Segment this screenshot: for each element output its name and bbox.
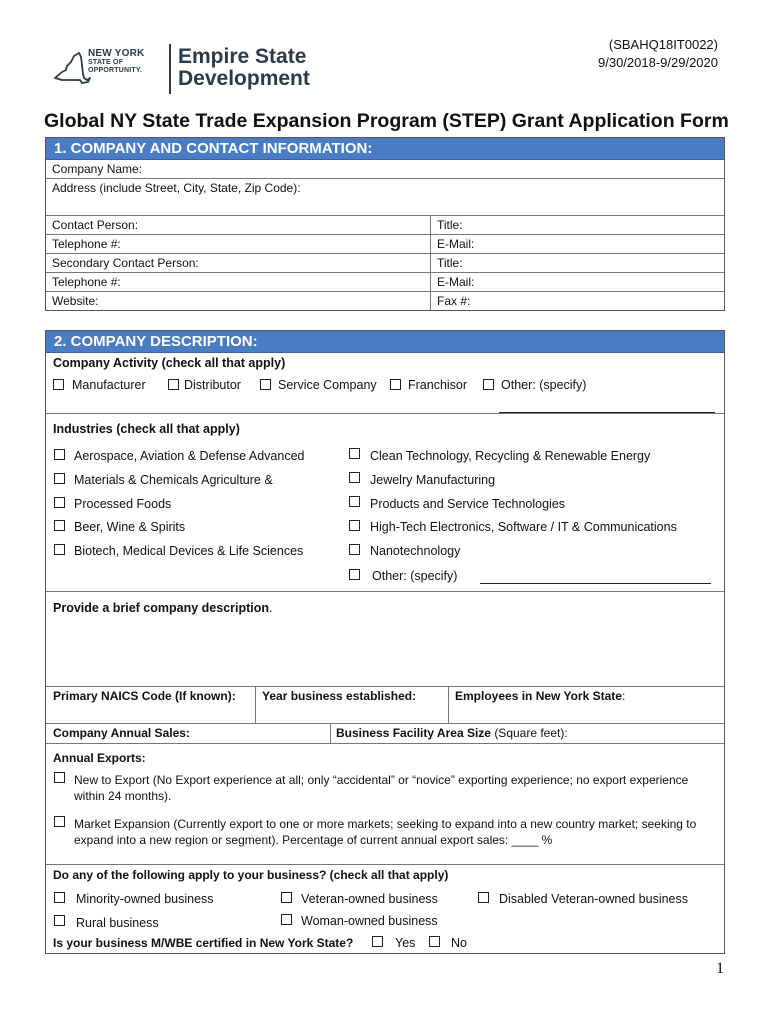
contact-row[interactable]	[46, 292, 724, 311]
other-activity-label: Other: (specify)	[501, 378, 587, 392]
section-1-heading: 1. COMPANY AND CONTACT INFORMATION:	[46, 138, 724, 160]
industry-label: Materials & Chemicals Agriculture &	[74, 473, 273, 487]
high-tech-checkbox[interactable]	[349, 520, 360, 531]
secondary-contact-label: Secondary Contact Person:	[52, 256, 199, 270]
logo-divider	[169, 44, 171, 94]
company-name-field[interactable]	[46, 160, 724, 179]
empire-state-development-logo	[52, 40, 312, 96]
franchisor-label: Franchisor	[408, 378, 468, 392]
new-to-export-text: New to Export (No Export experience at all; only “accidental” or “novice” exporting experience; no export experience within 24 months).	[74, 773, 689, 803]
industry-label: High-Tech Electronics, Software / IT & Communications	[370, 520, 677, 534]
mwbe-no-checkbox[interactable]	[429, 936, 440, 947]
mwbe-question: Is your business M/WBE certified in New York State?	[53, 936, 354, 950]
materials-checkbox[interactable]	[54, 473, 65, 484]
service-company-label: Service Company	[278, 378, 377, 392]
facility-area-unit: (Square feet):	[494, 726, 568, 740]
website-label: Website:	[52, 294, 99, 308]
row-divider	[46, 413, 724, 414]
minority-owned-checkbox[interactable]	[54, 892, 65, 903]
row-divider	[46, 864, 724, 865]
jewelry-checkbox[interactable]	[349, 472, 360, 483]
mwbe-yes-label: Yes	[395, 936, 416, 950]
contact-row[interactable]	[46, 273, 724, 292]
ownership-question: Do any of the following apply to your business? (check all that apply)	[53, 868, 449, 882]
distributor-label: Distributor	[184, 378, 241, 392]
page-number: 1	[716, 960, 724, 977]
reference-code: (SBAHQ18IT0022)	[608, 37, 718, 52]
disabled-veteran-checkbox[interactable]	[478, 892, 489, 903]
disabled-veteran-label: Disabled Veteran-owned business	[499, 892, 689, 906]
facility-area-label: Business Facility Area Size	[336, 726, 491, 740]
new-york-state-map-icon	[52, 48, 92, 88]
description-field[interactable]: Provide a brief company description.	[53, 601, 273, 615]
form-title: Global NY State Trade Expansion Program (STEP) Grant Application Form	[44, 110, 729, 132]
logo-agency-text: Empire State Development	[178, 45, 310, 90]
contact-row[interactable]	[46, 254, 724, 273]
manufacturer-label: Manufacturer	[72, 378, 146, 392]
processed-foods-checkbox[interactable]	[54, 497, 65, 508]
products-services-checkbox[interactable]	[349, 496, 360, 507]
franchisor-checkbox[interactable]	[390, 379, 401, 390]
facility-area-field[interactable]	[336, 726, 568, 740]
employees-label: Employees in New York State	[455, 689, 622, 703]
section-company-description	[45, 330, 725, 954]
section-company-contact	[45, 137, 725, 311]
annual-sales-label: Company Annual Sales:	[53, 726, 190, 740]
service-company-checkbox[interactable]	[260, 379, 271, 390]
industry-label: Nanotechnology	[370, 544, 461, 558]
clean-tech-checkbox[interactable]	[349, 448, 360, 459]
address-label: Address (include Street, City, State, Zip Code):	[52, 181, 301, 195]
annual-exports-label: Annual Exports:	[53, 751, 146, 765]
mwbe-no-label: No	[451, 936, 467, 950]
other-industry-checkbox[interactable]	[349, 569, 360, 580]
secondary-title-label: Title:	[437, 256, 463, 270]
row-divider	[46, 723, 724, 724]
veteran-owned-checkbox[interactable]	[281, 892, 292, 903]
employees-field[interactable]: Employees in New York State:	[455, 689, 626, 703]
cell-divider	[448, 686, 449, 723]
description-label: Provide a brief company description	[53, 601, 270, 615]
rural-business-label: Rural business	[76, 916, 159, 930]
industry-label: Beer, Wine & Spirits	[74, 520, 186, 534]
industry-label: Processed Foods	[74, 497, 172, 511]
title-label: Title:	[437, 218, 463, 232]
new-to-export-checkbox[interactable]	[54, 772, 65, 783]
reference-dates: 9/30/2018-9/29/2020	[598, 55, 718, 70]
contact-row[interactable]	[46, 216, 724, 235]
aerospace-checkbox[interactable]	[54, 449, 65, 460]
address-field[interactable]	[46, 179, 724, 216]
manufacturer-checkbox[interactable]	[53, 379, 64, 390]
other-industry-label: Other: (specify)	[372, 569, 458, 583]
secondary-email-label: E-Mail:	[437, 275, 475, 289]
cell-divider	[330, 723, 331, 743]
nanotechnology-checkbox[interactable]	[349, 544, 360, 555]
veteran-owned-label: Veteran-owned business	[301, 892, 438, 906]
biotech-checkbox[interactable]	[54, 544, 65, 555]
market-expansion-text: Market Expansion (Currently export to one or more markets; seeking to expand into a new country market; seeking to expand into a new region or segment). Percentage of current annual export sales: ____ %	[74, 817, 697, 847]
activity-label: Company Activity (check all that apply)	[53, 356, 286, 370]
woman-owned-label: Woman-owned business	[301, 914, 438, 928]
company-name-label: Company Name:	[52, 162, 143, 176]
row-divider	[46, 591, 724, 592]
woman-owned-checkbox[interactable]	[281, 914, 292, 925]
row-divider	[46, 686, 724, 687]
industry-label: Aerospace, Aviation & Defense Advanced	[74, 449, 305, 463]
rural-business-checkbox[interactable]	[54, 915, 65, 926]
telephone-label: Telephone #:	[52, 237, 121, 251]
beer-wine-checkbox[interactable]	[54, 520, 65, 531]
reference-block	[518, 36, 718, 72]
industry-label: Biotech, Medical Devices & Life Sciences	[74, 544, 304, 558]
industry-label: Clean Technology, Recycling & Renewable Energy	[370, 449, 651, 463]
logo-state-text: NEW YORK STATE OF OPPORTUNITY.	[88, 48, 145, 74]
industry-label: Products and Service Technologies	[370, 497, 566, 511]
section-2-heading: 2. COMPANY DESCRIPTION:	[46, 331, 724, 353]
industries-label: Industries (check all that apply)	[53, 422, 240, 436]
contact-person-label: Contact Person:	[52, 218, 139, 232]
contact-row[interactable]	[46, 235, 724, 254]
other-activity-checkbox[interactable]	[483, 379, 494, 390]
email-label: E-Mail:	[437, 237, 475, 251]
fax-label: Fax #:	[437, 294, 471, 308]
naics-label: Primary NAICS Code (If known):	[53, 689, 236, 703]
industry-label: Jewelry Manufacturing	[370, 473, 496, 487]
distributor-checkbox[interactable]	[168, 379, 179, 390]
minority-owned-label: Minority-owned business	[76, 892, 214, 906]
mwbe-yes-checkbox[interactable]	[372, 936, 383, 947]
secondary-telephone-label: Telephone #:	[52, 275, 121, 289]
year-established-label: Year business established:	[262, 689, 417, 703]
market-expansion-checkbox[interactable]	[54, 816, 65, 827]
row-divider	[46, 743, 724, 744]
other-industry-input[interactable]	[480, 583, 711, 584]
cell-divider	[255, 686, 256, 723]
